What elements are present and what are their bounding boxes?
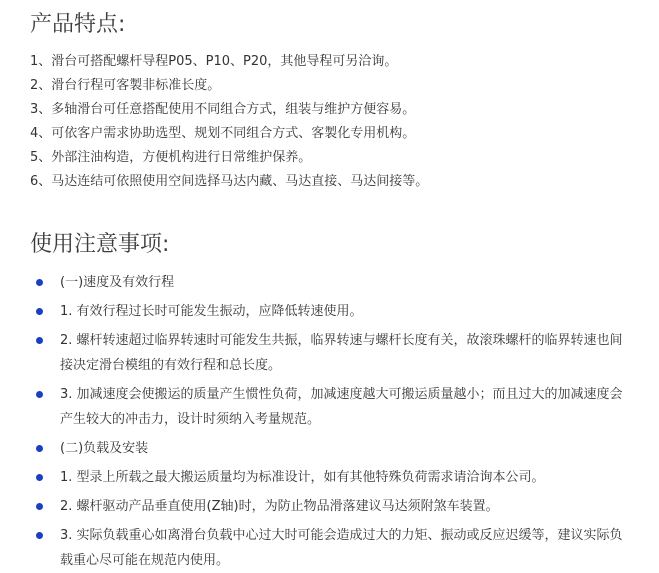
notes-item [30, 382, 630, 432]
bullet-dot-icon [36, 474, 43, 481]
notes-item [30, 465, 630, 490]
feature-item: 2、滑台行程可客製非标准长度。 [30, 78, 221, 93]
bullet-dot-icon [36, 391, 43, 398]
features-title: 产品特点: [30, 12, 126, 37]
notes-item [30, 299, 630, 324]
bullet-dot-icon [36, 279, 43, 286]
feature-item: 3、多轴滑台可任意搭配使用不同组合方式，组装与维护方便容易。 [30, 102, 416, 117]
notes-item [30, 436, 630, 461]
bullet-dot-icon [36, 337, 43, 344]
notes-item [30, 328, 630, 378]
notes-item [30, 270, 630, 295]
bullet-dot-icon [36, 532, 43, 539]
feature-item: 5、外部注油构造，方便机构进行日常维护保养。 [30, 150, 312, 165]
notes-item-text: 1. 有效行程过长时可能发生振动，应降低转速使用。 [60, 304, 363, 319]
notes-list [30, 270, 630, 573]
features-list [30, 50, 640, 194]
feature-item: 1、滑台可搭配螺杆导程P05、P10、P20，其他导程可另洽询。 [30, 54, 398, 69]
notes-item [30, 494, 630, 519]
bullet-dot-icon [36, 308, 43, 315]
notes-item-text: (一)速度及有效行程 [60, 275, 175, 290]
notes-item-text: 2. 螺杆转速超过临界转速时可能发生共振，临界转速与螺杆长度有关，故滚珠螺杆的临界转速也间接决定滑台模组的有效行程和总长度。 [60, 333, 623, 373]
notes-item-text: 1. 型录上所载之最大搬运质量均为标准设计，如有其他特殊负荷需求请洽询本公司。 [60, 470, 545, 485]
feature-item: 6、马达连结可依照使用空间选择马达内藏、马达直接、马达间接等。 [30, 174, 429, 189]
notes-item-text: (二)负载及安装 [60, 441, 149, 456]
notes-item-text: 3. 加减速度会使搬运的质量产生惯性负荷，加减速度越大可搬运质量越小；而且过大的加减速度会产生较大的冲击力，设计时须纳入考量规范。 [60, 387, 623, 427]
bullet-dot-icon [36, 445, 43, 452]
bullet-dot-icon [36, 503, 43, 510]
notes-item [30, 523, 630, 573]
notes-item-text: 2. 螺杆驱动产品垂直使用(Z轴)时，为防止物品滑落建议马达须附煞车装置。 [60, 499, 499, 514]
feature-item: 4、可依客户需求协助选型、规划不同组合方式、客製化专用机构。 [30, 126, 416, 141]
notes-item-text: 3. 实际负载重心如离滑台负载中心过大时可能会造成过大的力矩、振动或反应迟缓等，建议实际负载重心尽可能在规范内使用。 [60, 528, 623, 568]
notes-title: 使用注意事项: [30, 232, 170, 257]
